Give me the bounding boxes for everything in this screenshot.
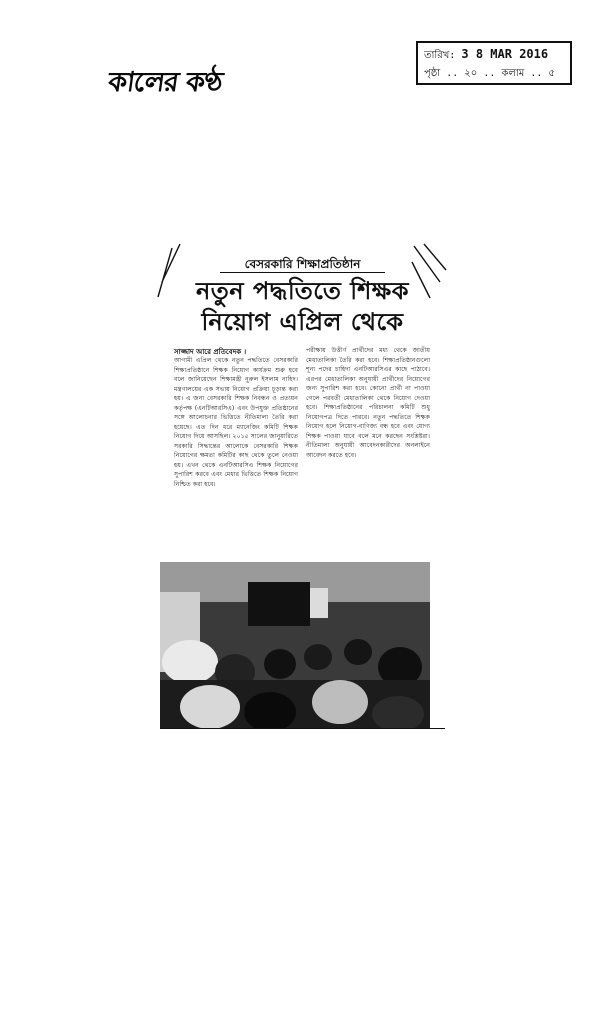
classroom-photo: [160, 562, 430, 728]
article-headline: [160, 276, 445, 338]
photo-scene: [160, 562, 430, 728]
stamp-column-label: কলাম: [501, 68, 525, 79]
stamp-date-value: 3 8 MAR 2016: [461, 47, 549, 61]
stamp-page-label: পৃষ্ঠা: [424, 68, 441, 79]
article-kicker: বেসরকারি শিক্ষাপ্রতিষ্ঠান: [244, 257, 361, 271]
left-column-text: আগামী এপ্রিল থেকে নতুন পদ্ধতিতে বেসরকারি শিক্ষাপ্রতিষ্ঠানে শিক্ষক নিয়োগ কার্যক্রম শুরু হবে বলে জানিয়েছেন শিক্ষামন্ত্রী নুরুল ইসলাম নাহিদ। মন্ত্রণালয়ের এক সভায় নিয়োগ প্রক্রিয়া চূড়ান্ত করা হয়। এ জন্য বেসরকারি শিক্ষক নিবন্ধন ও প্রত্যয়ন কর্তৃপক্ষ (এনটিআরসিএ) এবং উপযুক্ত প্রতিষ্ঠানের সঙ্গে আলোচনার ভিত্তিতে নীতিমালা তৈরি করা হয়েছে। এত দিন ধরে ম্যানেজিং কমিটি শিক্ষক নিয়োগ দিয়ে আসছিল। ২০১৫ সালের জানুয়ারিতে সরকারি সিদ্ধান্তের আলোকে বেসরকারি শিক্ষক নিয়োগের ক্ষমতা কমিটির কাছ থেকে তুলে নেওয়া হয়। এখন থেকে এনটিআরসিএ শিক্ষক নিয়োগের সুপারিশ করবে এবং মেধার ভিত্তিতে শিক্ষক নিয়োগ নিশ্চিত করা হবে।: [174, 357, 298, 488]
article-byline: সাজ্জাদ আরে প্রতিবেদক ।: [174, 348, 247, 356]
headline-line-2: নিয়োগ এপ্রিল থেকে: [201, 308, 404, 336]
stamp-column-value: ৫: [548, 68, 555, 79]
right-column-text: পরীক্ষায় উত্তীর্ণ প্রার্থীদের মধ্য থেকে জাতীয় মেধাতালিকা তৈরি করা হবে। শিক্ষাপ্রতিষ্ঠানগুলো শূন্য পদের চাহিদা এনটিআরসিএর কাছে পাঠাবে। এরপর মেধাতালিকা অনুযায়ী প্রার্থীদের নিয়োগের জন্য সুপারিশ করা হবে। কোনো প্রার্থী না পাওয়া গেলে পরবর্তী মেধাতালিকা থেকে নিয়োগ দেওয়া হবে। শিক্ষাপ্রতিষ্ঠানের পরিচালনা কমিটি শুধু নিয়োগপত্র দিতে পারবে। নতুন পদ্ধতিতে শিক্ষক নিয়োগ হলে নিয়োগ-বাণিজ্য বন্ধ হবে এবং যোগ্য শিক্ষক পাওয়া যাবে বলে মনে করছেন সংশ্লিষ্টরা। নীতিমালা অনুযায়ী আবেদনকারীদের অনলাইনে আবেদন করতে হবে।: [306, 347, 430, 459]
masthead: কালের কণ্ঠ: [106, 67, 225, 98]
news-clipping: [160, 242, 445, 736]
stamp-page-value: ২০: [464, 68, 478, 79]
date-stamp: তারিখ: 3 8 MAR 2016 পৃষ্ঠা .. ২০ .. কলাম .. ৫: [416, 41, 572, 85]
clip-bottom-border: [160, 728, 445, 729]
stamp-date-label: তারিখ: [424, 50, 450, 61]
article-column-left: [174, 356, 298, 572]
kicker-underline: [220, 272, 385, 273]
headline-line-1: নতুন পদ্ধতিতে শিক্ষক: [195, 277, 410, 305]
article-column-right: [306, 346, 430, 562]
